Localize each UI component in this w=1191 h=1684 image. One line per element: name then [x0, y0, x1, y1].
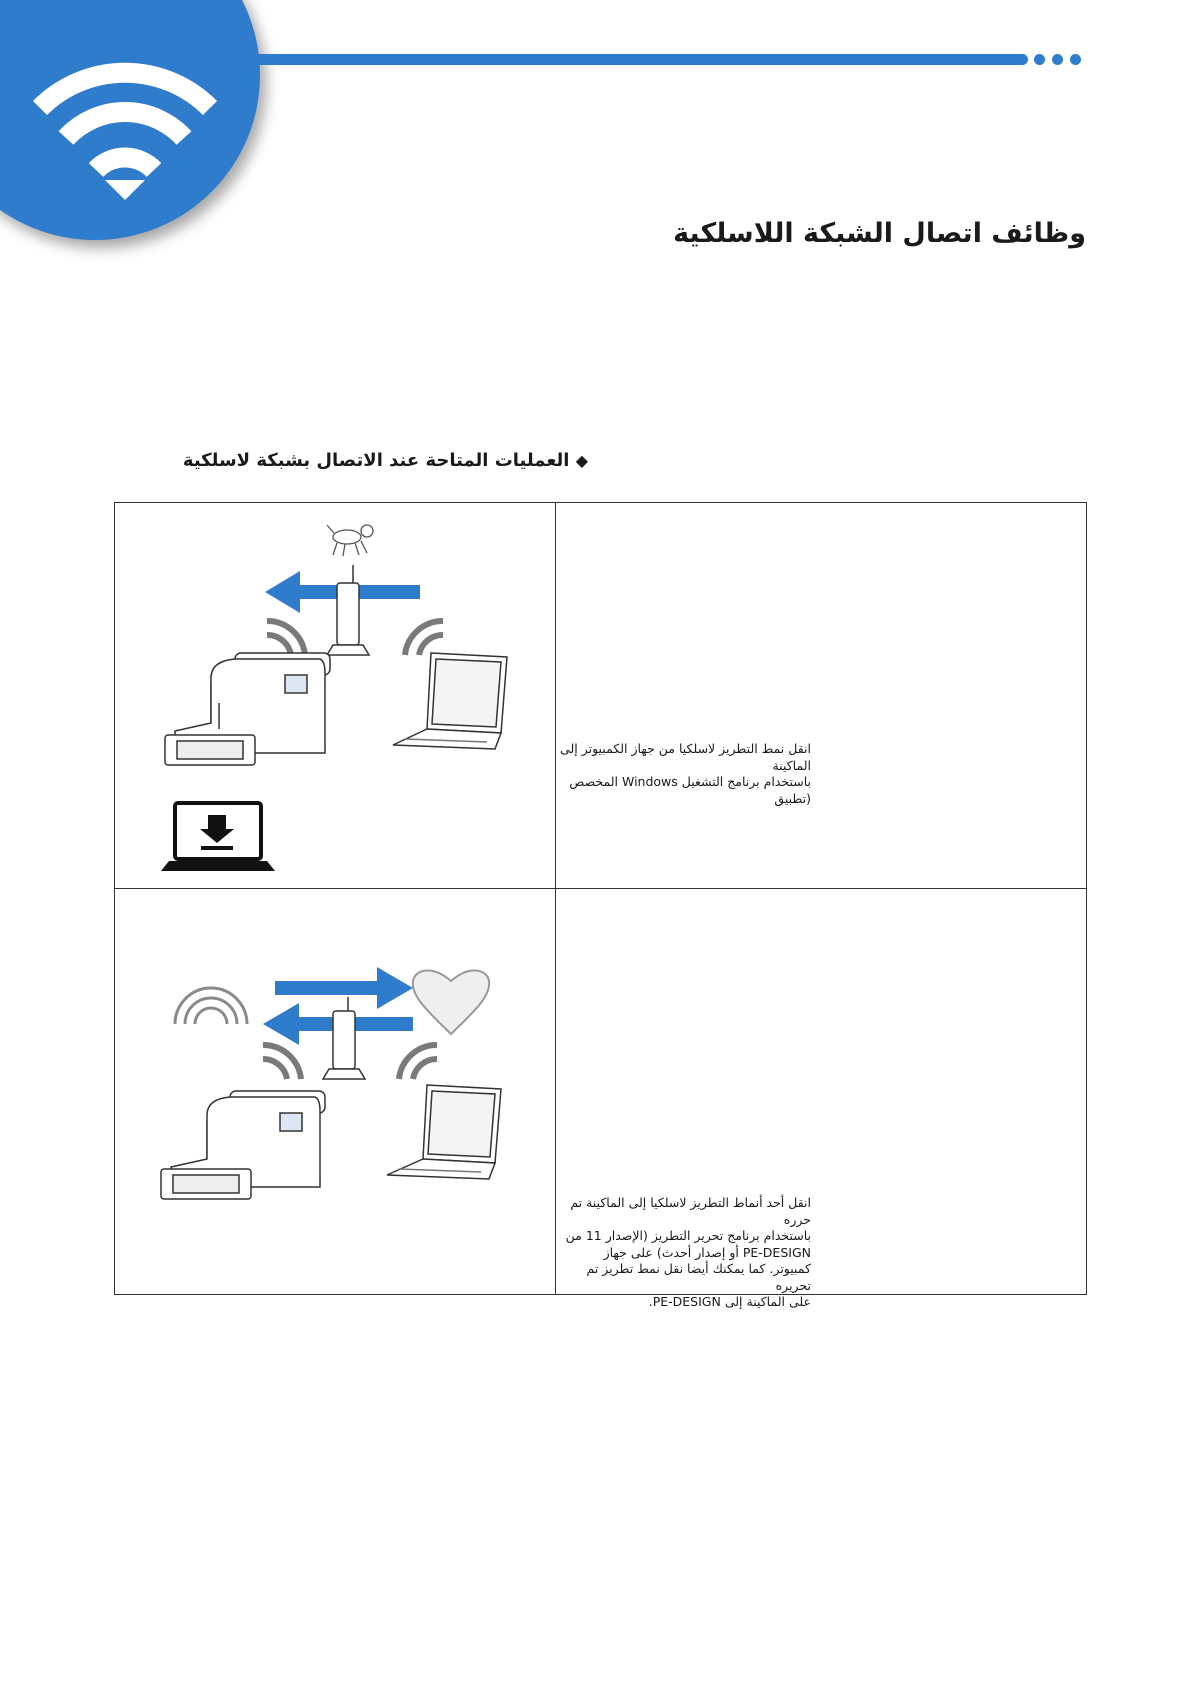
operations-table — [114, 502, 1087, 1309]
table-row — [115, 503, 1086, 889]
header-dot — [1070, 54, 1081, 65]
laptop-icon — [393, 653, 507, 749]
header-rule — [235, 54, 1028, 65]
illustration-cell — [115, 503, 556, 888]
router-icon — [323, 997, 365, 1079]
laptop-icon — [387, 1085, 501, 1179]
description-line: على الماكينة إلى PE-DESIGN. — [648, 1294, 811, 1309]
pe-design-transfer-illustration — [115, 889, 555, 1294]
description-line: انقل نمط التطريز لاسلكيا من جهاز الكمبيوتر إلى الماكينة — [560, 741, 811, 773]
table-row — [115, 889, 1086, 1309]
download-laptop-icon — [161, 803, 275, 871]
router-icon — [327, 565, 369, 655]
embroidery-machine-icon — [161, 1091, 325, 1199]
description-line: باستخدام برنامج تحرير التطريز (الإصدار 11 من — [565, 1228, 811, 1243]
dog-pattern-icon — [327, 525, 373, 556]
embroidery-machine-icon — [165, 653, 330, 765]
illustration-cell — [115, 889, 556, 1294]
description-cell — [556, 503, 1086, 888]
pc-to-machine-illustration — [115, 503, 555, 888]
heart-pattern-icon — [413, 970, 489, 1034]
page-title: وظائف اتصال الشبكة اللاسلكية — [673, 218, 1086, 249]
row-description — [556, 741, 811, 807]
description-line: PE-DESIGN أو إصدار أحدث) على جهاز — [603, 1244, 811, 1260]
transfer-arrow-right-icon — [275, 967, 413, 1009]
header-dot — [1034, 54, 1045, 65]
header-dot — [1052, 54, 1063, 65]
description-line: باستخدام برنامج التشغيل Windows المخصص (تطبيق — [569, 774, 811, 806]
description-line: انقل أحد أنماط التطريز لاسلكيا إلى الماكينة تم حرره — [570, 1195, 811, 1227]
section-heading-text: العمليات المتاحة عند الاتصال بشبكة لاسلكية — [182, 450, 570, 471]
description-cell — [556, 889, 1086, 1309]
bullet-diamond: ◆ — [575, 451, 588, 470]
section-heading — [182, 450, 588, 471]
description-line: كمبيوتر. كما يمكنك أيضا نقل نمط تطريز تم تحريره — [586, 1261, 811, 1293]
pattern-fan-icon — [175, 988, 247, 1024]
wifi-icon — [30, 60, 220, 200]
row-description — [556, 1195, 811, 1311]
